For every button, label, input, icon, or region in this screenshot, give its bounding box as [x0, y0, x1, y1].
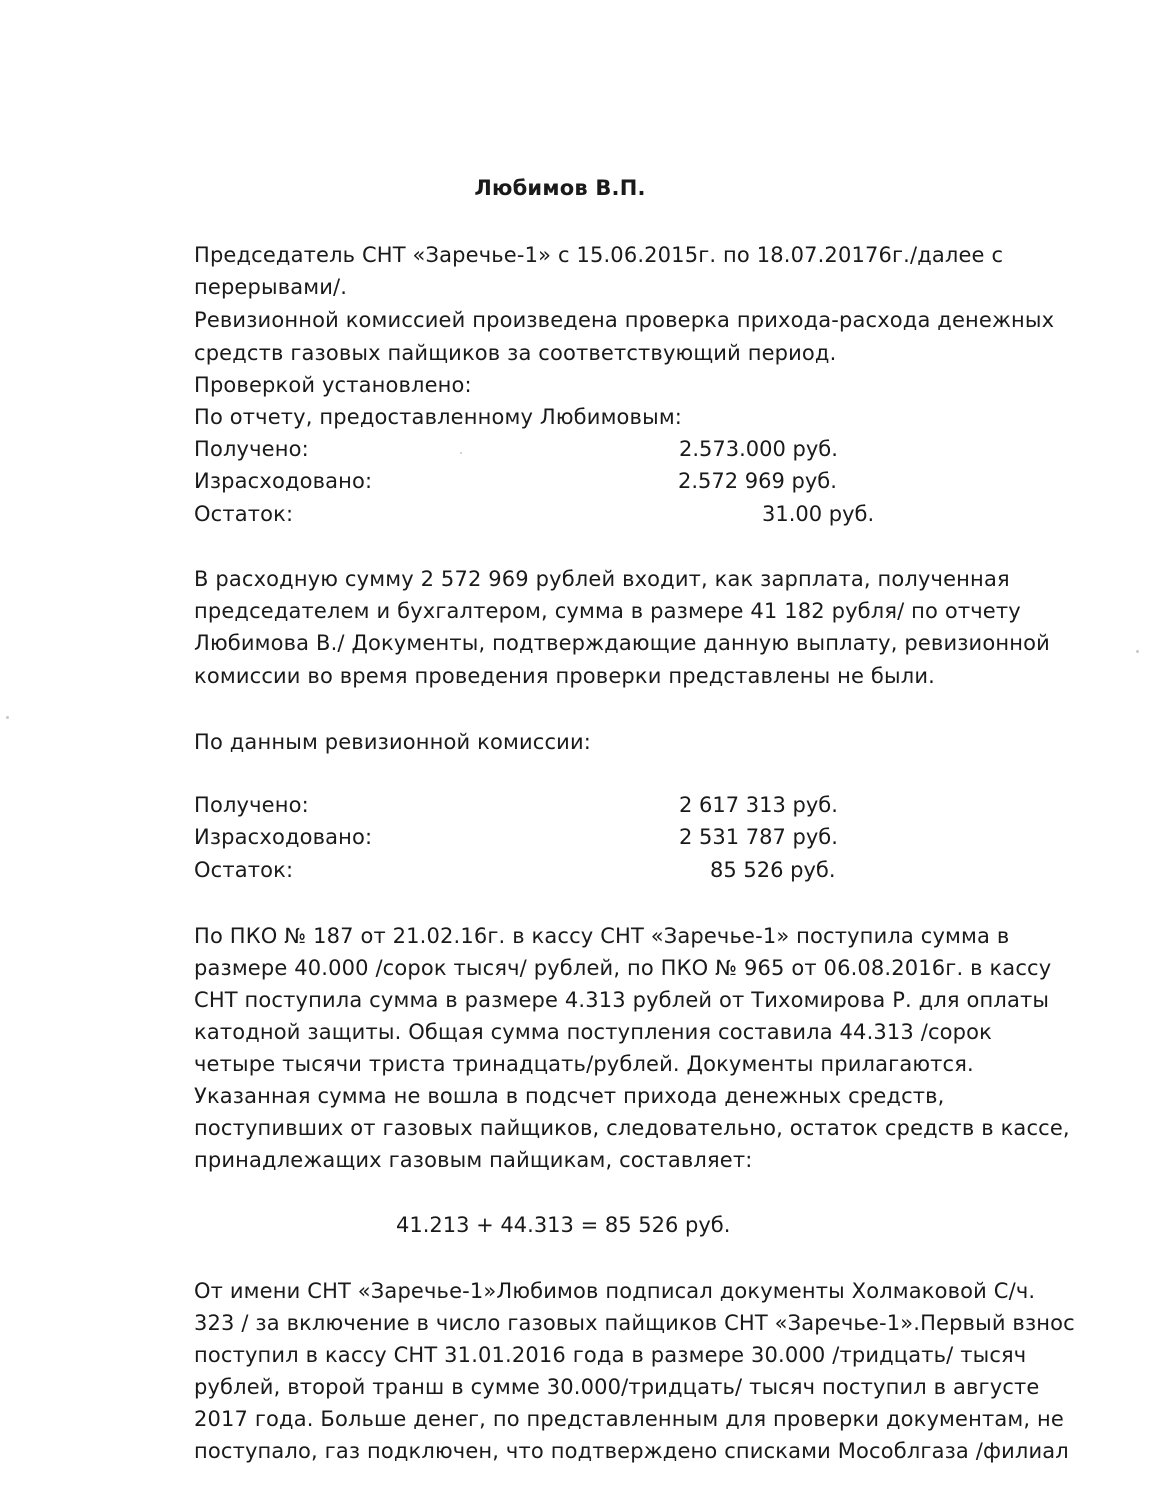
report-received-value: 2.573.000 руб.	[679, 437, 838, 461]
pko-line: СНТ поступила сумма в размере 4.313 рублей от Тихомирова Р. для оплаты	[194, 988, 1050, 1012]
document-title: Любимов В.П.	[474, 176, 646, 200]
pko-line: катодной защиты. Общая сумма поступления составила 44.313 /сорок	[194, 1020, 992, 1044]
commission-spent-value: 2 531 787 руб.	[679, 825, 838, 849]
report-spent-value: 2.572 969 руб.	[678, 469, 837, 493]
salary-line: В расходную сумму 2 572 969 рублей входит, как зарплата, полученная	[194, 567, 1010, 591]
scan-speck	[460, 452, 462, 454]
commission-heading: По данным ревизионной комиссии:	[194, 730, 591, 754]
pko-line: Указанная сумма не вошла в подсчет прихода денежных средств,	[194, 1084, 945, 1108]
commission-received-value: 2 617 313 руб.	[679, 793, 838, 817]
commission-spent-label: Израсходовано:	[194, 825, 373, 849]
pko-line: четыре тысячи триста тринадцать/рублей. Документы прилагаются.	[194, 1052, 974, 1076]
balance-formula: 41.213 + 44.313 = 85 526 руб.	[396, 1213, 731, 1237]
final-line: От имени СНТ «Заречье-1»Любимов подписал документы Холмаковой С/ч.	[194, 1279, 1036, 1303]
salary-line: председателем и бухгалтером, сумма в размере 41 182 рубля/ по отчету	[194, 599, 1021, 623]
final-line: поступало, газ подключен, что подтверждено списками Мособлгаза /филиал	[194, 1439, 1069, 1463]
pko-line: поступивших от газовых пайщиков, следовательно, остаток средств в кассе,	[194, 1116, 1070, 1140]
final-line: поступил в кассу СНТ 31.01.2016 года в размере 30.000 /тридцать/ тысяч	[194, 1343, 1027, 1367]
report-balance-label: Остаток:	[194, 502, 294, 526]
intro-line: средств газовых пайщиков за соответствующий период.	[194, 341, 837, 365]
final-line: рублей, второй транш в сумме 30.000/тридцать/ тысяч поступил в августе	[194, 1375, 1040, 1399]
final-line: 2017 года. Больше денег, по представленным для проверки документам, не	[194, 1407, 1064, 1431]
salary-line: комиссии во время проведения проверки представлены не были.	[194, 664, 935, 688]
salary-line: Любимова В./ Документы, подтверждающие данную выплату, ревизионной	[194, 631, 1050, 655]
pko-line: принадлежащих газовым пайщикам, составляет:	[194, 1148, 753, 1172]
commission-balance-label: Остаток:	[194, 858, 294, 882]
final-line: 323 / за включение в число газовых пайщиков СНТ «Заречье-1».Первый взнос	[194, 1311, 1075, 1335]
pko-line: По ПКО № 187 от 21.02.16г. в кассу СНТ «Заречье-1» поступила сумма в	[194, 924, 1010, 948]
intro-line: перерывами/.	[194, 275, 348, 299]
intro-line: Ревизионной комиссией произведена проверка прихода-расхода денежных	[194, 308, 1055, 332]
commission-received-label: Получено:	[194, 793, 309, 817]
scan-speck	[1136, 650, 1139, 653]
commission-balance-value: 85 526 руб.	[710, 858, 836, 882]
report-received-label: Получено:	[194, 437, 309, 461]
scan-speck	[6, 716, 9, 719]
report-balance-value: 31.00 руб.	[762, 502, 875, 526]
intro-line: По отчету, предоставленному Любимовым:	[194, 405, 683, 429]
pko-line: размере 40.000 /сорок тысяч/ рублей, по ПКО № 965 от 06.08.2016г. в кассу	[194, 956, 1052, 980]
intro-line: Проверкой установлено:	[194, 373, 472, 397]
report-spent-label: Израсходовано:	[194, 469, 373, 493]
intro-line: Председатель СНТ «Заречье-1» с 15.06.2015г. по 18.07.20176г./далее с	[194, 243, 1004, 267]
